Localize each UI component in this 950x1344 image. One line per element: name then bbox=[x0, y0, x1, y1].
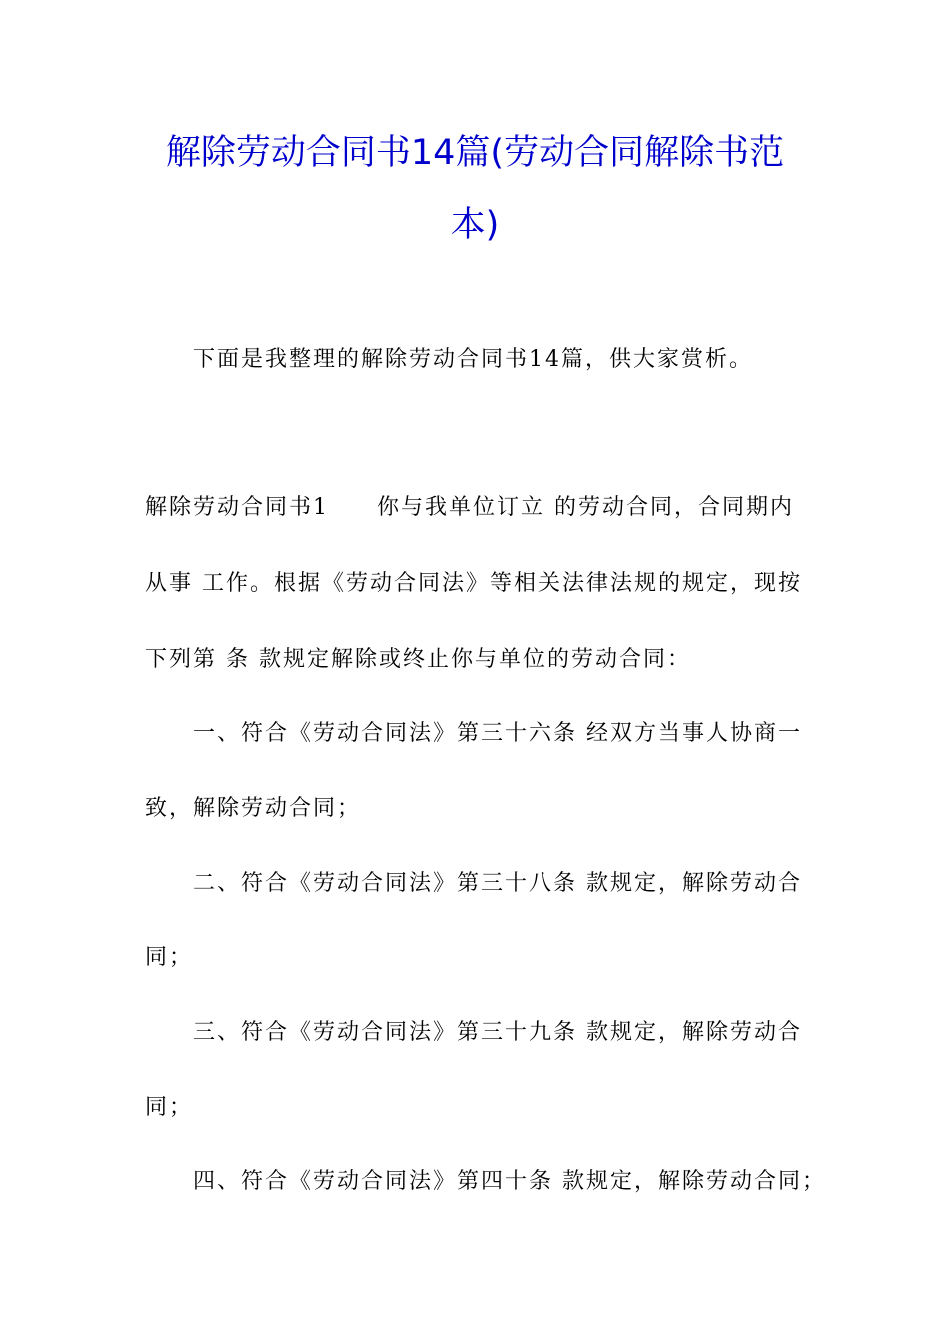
clause-2-continuation: 同； bbox=[145, 945, 194, 970]
body-line: 解除劳动合同书1 你与我单位订立 的劳动合同，合同期内 bbox=[145, 495, 794, 520]
clause-1-line: 一、符合《劳动合同法》第三十六条 经双方当事人协商一 bbox=[193, 721, 802, 746]
body-line: 从事 工作。根据《劳动合同法》等相关法律法规的规定，现按 bbox=[145, 571, 802, 596]
intro-paragraph: 下面是我整理的解除劳动合同书14篇，供大家赏析。 bbox=[193, 347, 753, 372]
clause-3-line: 三、符合《劳动合同法》第三十九条 款规定，解除劳动合 bbox=[193, 1020, 802, 1045]
document-title-line-1: 解除劳动合同书14篇(劳动合同解除书范 bbox=[165, 133, 785, 173]
document-title-line-2: 本) bbox=[450, 205, 500, 245]
clause-1-continuation: 致，解除劳动合同； bbox=[145, 796, 362, 821]
clause-2-line: 二、符合《劳动合同法》第三十八条 款规定，解除劳动合 bbox=[193, 871, 802, 896]
clause-4-line: 四、符合《劳动合同法》第四十条 款规定，解除劳动合同； bbox=[193, 1169, 826, 1194]
clause-3-continuation: 同； bbox=[145, 1095, 194, 1120]
body-line: 下列第 条 款规定解除或终止你与单位的劳动合同： bbox=[145, 647, 691, 672]
